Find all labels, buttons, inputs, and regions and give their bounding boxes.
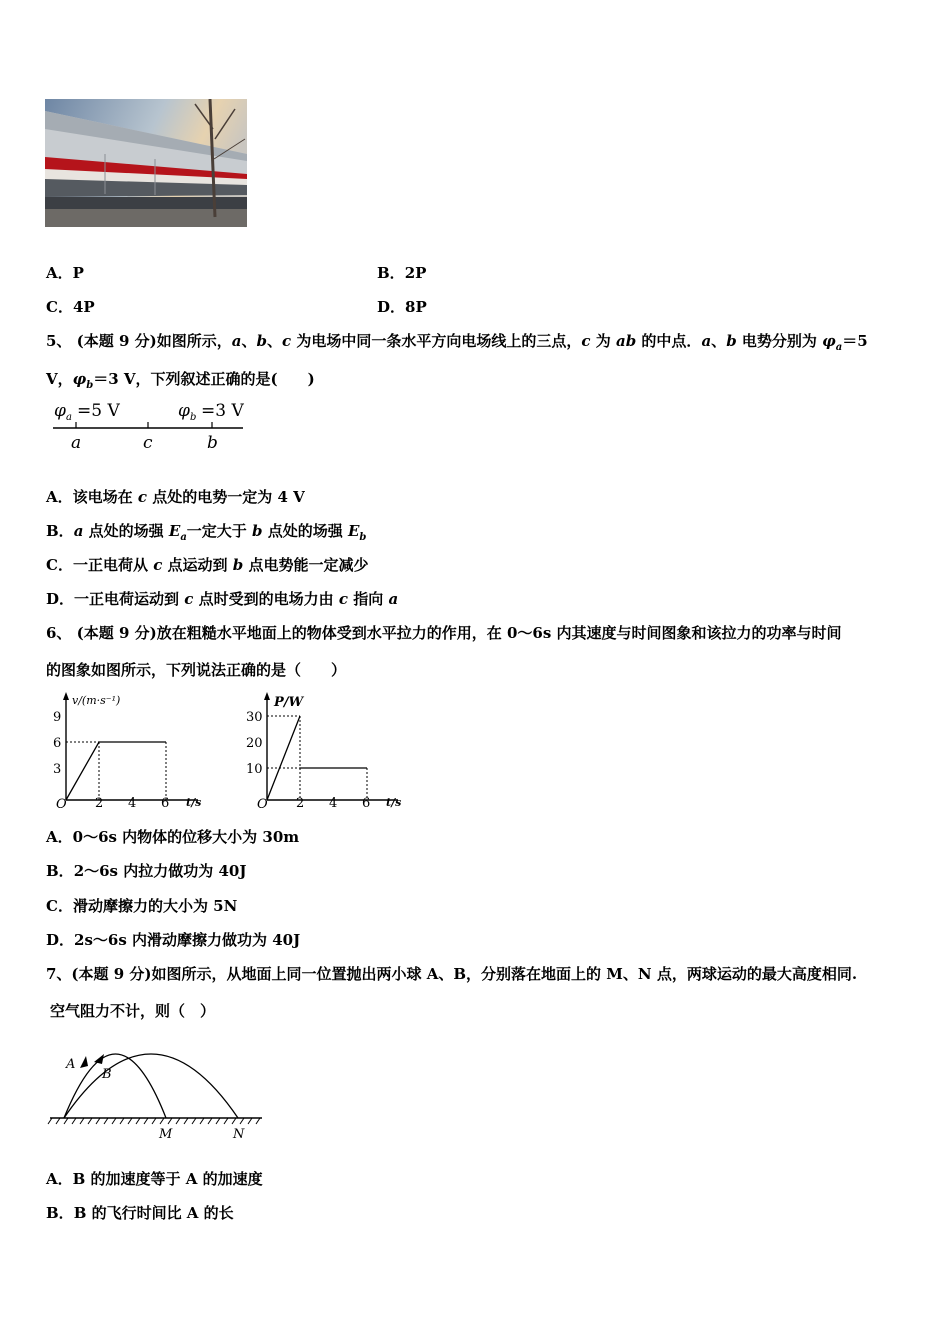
x-tick-6: 6 (362, 796, 371, 811)
option-text: 点电势能一定减少 (243, 556, 369, 574)
q5-option-c (46, 554, 369, 575)
x-tick-2: 2 (296, 796, 305, 811)
x-tick-2: 2 (95, 796, 104, 811)
ground-hatching (48, 1118, 260, 1124)
stem-text: 、 (711, 332, 727, 350)
q6-velocity-time-graph (48, 690, 208, 812)
phi-symbol: φ (72, 370, 87, 388)
option-text: 点处的电势一定为 4 V (147, 488, 305, 506)
y-tick-6: 6 (53, 736, 62, 751)
q6-option-a (46, 826, 299, 847)
y-tick-30: 30 (246, 710, 263, 725)
stem-text: 的中点． (636, 332, 702, 350)
phi-b-sub: b (190, 412, 197, 423)
q4-option-b (377, 262, 426, 283)
x-tick-6: 6 (161, 796, 170, 811)
point-c-label: c (143, 433, 153, 453)
q5-option-a (46, 486, 305, 507)
origin-label: O (56, 797, 67, 812)
var: a (388, 590, 399, 608)
q6-option-b (46, 860, 246, 881)
var-b: b (256, 332, 267, 350)
x-axis-label: t/s (386, 796, 402, 809)
arrow-a (80, 1056, 88, 1068)
x-tick-4: 4 (128, 796, 137, 811)
q7-option-b (46, 1202, 234, 1223)
stem-text: ＝5 (842, 332, 868, 350)
velocity-curve (66, 742, 166, 800)
stem-text: (本题 9 分)如图所示， (76, 332, 232, 350)
phi-b-value: =3 V (201, 401, 244, 421)
option-text: 2～6s 内拉力做功为 40J (73, 862, 247, 880)
train-photo (45, 99, 247, 227)
y-axis-arrow (264, 692, 270, 700)
q7-option-a (46, 1168, 263, 1189)
label-a: A (66, 1057, 76, 1072)
phi-a-sub: a (66, 412, 72, 423)
q7-stem-line2: 空气阻力不计，则（ ） (50, 1002, 216, 1020)
phi-symbol: φ (822, 332, 836, 350)
var-a: a (701, 332, 712, 350)
x-axis-label: t/s (186, 796, 202, 809)
var: c (184, 590, 194, 608)
option-text: 该电场在 (72, 488, 138, 506)
option-text: 一正电荷运动到 (74, 590, 185, 608)
phi-a-value: =5 V (77, 401, 120, 421)
option-text: 2P (404, 264, 427, 282)
q6-option-c (46, 895, 237, 916)
var-a: a (231, 332, 242, 350)
q6-stem-line2: 的图象如图所示，下列说法正确的是（ ） (46, 661, 347, 679)
y-axis-label: P/W (274, 695, 304, 710)
option-text: B 的飞行时间比 A 的长 (73, 1204, 234, 1222)
stem-text: 、 (267, 332, 283, 350)
q7-stem-line1: 7、(本题 9 分)如图所示，从地面上同一位置抛出两小球 A、B，分别落在地面上的 M、N 点，两球运动的最大高度相同. (46, 965, 858, 983)
question-number: 5、 (46, 332, 72, 350)
option-label: B． (46, 522, 74, 540)
option-label: B． (46, 862, 74, 880)
q4-option-a (46, 262, 84, 283)
option-text: 滑动摩擦力的大小为 5N (72, 897, 238, 915)
var-b: b (726, 332, 737, 350)
option-text: P (72, 264, 84, 282)
stem-text: 、 (241, 332, 257, 350)
stem-text: 电势分别为 (736, 332, 823, 350)
option-label: A． (46, 488, 73, 506)
option-text: 4P (72, 298, 95, 316)
q6-stem-line1: 6、 (本题 9 分)放在粗糙水平地面上的物体受到水平拉力的作用，在 0～6s 内其速度与时间图象和该拉力的功率与时间 (46, 624, 842, 642)
var-ab: ab (615, 332, 637, 350)
phi-b-symbol: φ (178, 401, 190, 421)
option-label: D． (46, 590, 75, 608)
option-text: 指向 (347, 590, 389, 608)
option-text: 0～6s 内物体的位移大小为 30m (72, 828, 300, 846)
var: c (137, 488, 148, 506)
option-text: 2s～6s 内滑动摩擦力做功为 40J (74, 931, 301, 949)
var: b (252, 522, 263, 540)
trajectory-a (64, 1054, 166, 1118)
option-label: C． (46, 298, 73, 316)
arrow-b (94, 1054, 104, 1064)
point-b-label: b (207, 433, 218, 453)
phi-subscript: a (835, 342, 843, 353)
option-label: A． (46, 1170, 73, 1188)
q5-stem-line1 (46, 330, 868, 353)
var: b (232, 556, 244, 574)
var-E: E (347, 522, 360, 540)
stem-text: 为 (590, 332, 616, 350)
option-text: 一定大于 (186, 522, 253, 540)
point-a-label: a (71, 433, 82, 453)
q5-stem-line2 (46, 368, 315, 391)
stem-text: ＝3 V，下列叙述正确的是( ) (93, 370, 315, 388)
q6-power-time-graph (243, 690, 408, 812)
option-text: 点运动到 (162, 556, 233, 574)
option-text: 点时受到的电场力由 (193, 590, 339, 608)
option-label: A． (46, 264, 73, 282)
power-rise (267, 716, 300, 800)
q4-option-c (46, 296, 95, 317)
option-label: B． (46, 1204, 74, 1222)
var-c: c (282, 332, 292, 350)
option-label: A． (46, 828, 73, 846)
var-E: E (168, 522, 181, 540)
var: c (153, 556, 163, 574)
label-m: M (159, 1127, 173, 1142)
subscript: a (180, 532, 187, 543)
var: c (338, 590, 348, 608)
y-tick-9: 9 (53, 710, 62, 725)
y-tick-20: 20 (246, 736, 263, 751)
q5-option-b (46, 520, 366, 543)
label-n: N (233, 1127, 245, 1142)
option-text: B 的加速度等于 A 的加速度 (72, 1170, 263, 1188)
phi-subscript: b (86, 380, 94, 391)
label-b: B (102, 1067, 112, 1082)
option-label: D． (377, 298, 406, 316)
stem-text: 为电场中同一条水平方向电场线上的三点， (291, 332, 582, 350)
y-axis-arrow (63, 692, 69, 700)
q7-projectile-figure (46, 1030, 268, 1146)
q4-option-d (377, 296, 427, 317)
subscript: b (359, 532, 367, 543)
y-tick-10: 10 (246, 762, 263, 777)
q6-option-d (46, 929, 300, 950)
y-tick-3: 3 (53, 762, 62, 777)
stem-text: V， (46, 370, 73, 388)
var: a (73, 522, 84, 540)
option-label: C． (46, 897, 73, 915)
phi-a-symbol: φ (54, 401, 66, 421)
origin-label: O (257, 797, 268, 812)
option-text: 8P (405, 298, 427, 316)
var-c: c (581, 332, 591, 350)
q5-option-d (46, 588, 398, 609)
x-tick-4: 4 (329, 796, 338, 811)
option-text: 点处的场强 (262, 522, 348, 540)
option-label: D． (46, 931, 75, 949)
y-axis-label: v/(m·s⁻¹) (72, 694, 121, 707)
option-label: C． (46, 556, 73, 574)
option-text: 一正电荷从 (72, 556, 154, 574)
option-label: B． (377, 264, 405, 282)
q5-field-line-figure (50, 398, 250, 454)
option-text: 点处的场强 (83, 522, 169, 540)
